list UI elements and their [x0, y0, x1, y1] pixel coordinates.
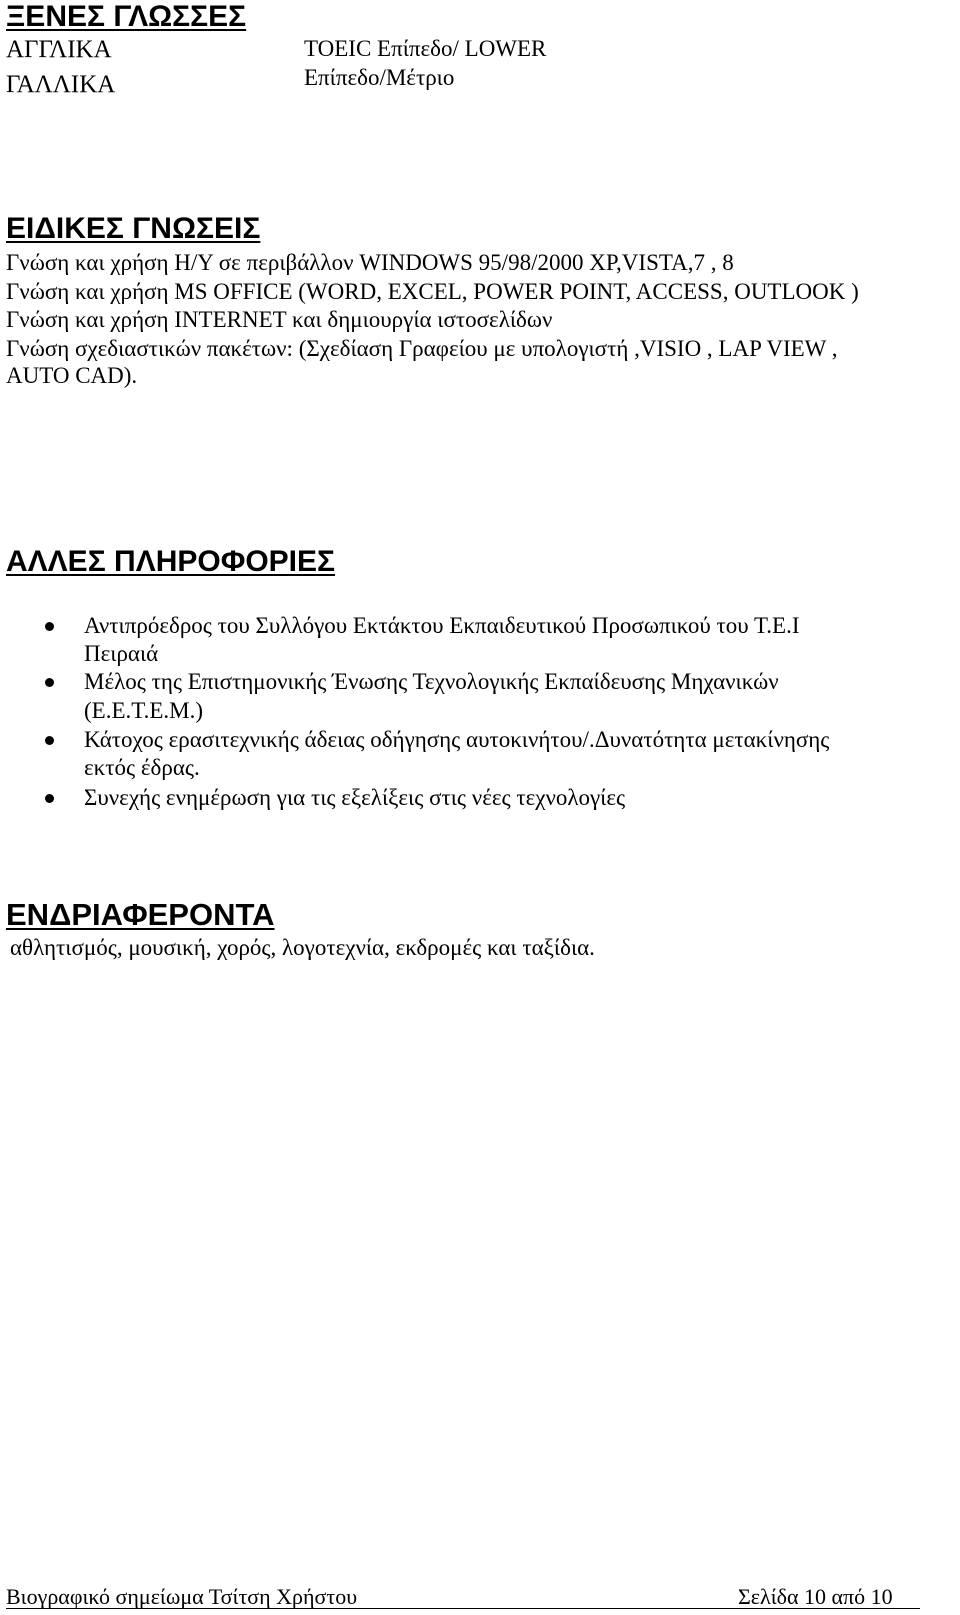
language-name-english: ΑΓΓΛΙΚΑ — [6, 36, 112, 63]
other-info-item: Κάτοχος ερασιτεχνικής άδειας οδήγησης αυτοκινήτου/.Δυνατότητα μετακίνησης — [84, 727, 830, 752]
interests-text: αθλητισμός, μουσική, χορός, λογοτεχνία, εκδρομές και ταξίδια. — [10, 935, 595, 960]
languages-heading: ΞΕΝΕΣ ΓΛΩΣΣΕΣ — [6, 0, 247, 33]
skills-line: Γνώση και χρήση Η/Υ σε περιβάλλον WINDOWS 95/98/2000 XP,VISTA,7 , 8 — [6, 250, 734, 275]
other-info-item-cont: (Ε.Ε.Τ.Ε.Μ.) — [84, 698, 204, 723]
other-info-item-cont: Πειραιά — [84, 641, 159, 666]
language-level-french: Επίπεδο/Μέτριο — [304, 65, 455, 90]
footer-page-number: Σελίδα 10 από 10 — [738, 1584, 893, 1609]
interests-heading: ΕΝΔΡΙΑΦΕΡΟΝΤΑ — [6, 897, 275, 932]
bullet-icon — [45, 678, 54, 687]
language-name-french: ΓΑΛΛΙΚΑ — [6, 71, 116, 98]
skills-line: Γνώση και χρήση MS OFFICE (WORD, EXCEL, POWER POINT, ACCESS, OUTLOOK ) — [6, 279, 859, 304]
other-info-item-cont: εκτός έδρας. — [84, 755, 200, 780]
bullet-icon — [45, 622, 54, 631]
skills-line: AUTO CAD). — [6, 363, 138, 388]
skills-line: Γνώση σχεδιαστικών πακέτων: (Σχεδίαση Γραφείου με υπολογιστή ,VISIO , LAP VIEW , — [6, 336, 838, 361]
other-info-heading: ΑΛΛΕΣ ΠΛΗΡΟΦΟΡΙΕΣ — [6, 545, 336, 578]
other-info-item: Αντιπρόεδρος του Συλλόγου Εκτάκτου Εκπαιδευτικού Προσωπικού του Τ.Ε.Ι — [84, 613, 800, 638]
other-info-item: Μέλος της Επιστημονικής Ένωσης Τεχνολογικής Εκπαίδευσης Μηχανικών — [84, 669, 779, 694]
bullet-icon — [45, 736, 54, 745]
skills-line: Γνώση και χρήση INTERNET και δημιουργία ιστοσελίδων — [6, 307, 553, 332]
footer-document-title: Βιογραφικό σημείωμα Τσίτση Χρήστου — [6, 1584, 358, 1609]
bullet-icon — [45, 794, 54, 803]
skills-heading: ΕΙΔΙΚΕΣ ΓΝΩΣΕΙΣ — [6, 212, 261, 245]
other-info-item: Συνεχής ενημέρωση για τις εξελίξεις στις νέες τεχνολογίες — [84, 785, 626, 810]
language-level-english: TOEIC Επίπεδο/ LOWER — [304, 36, 547, 61]
